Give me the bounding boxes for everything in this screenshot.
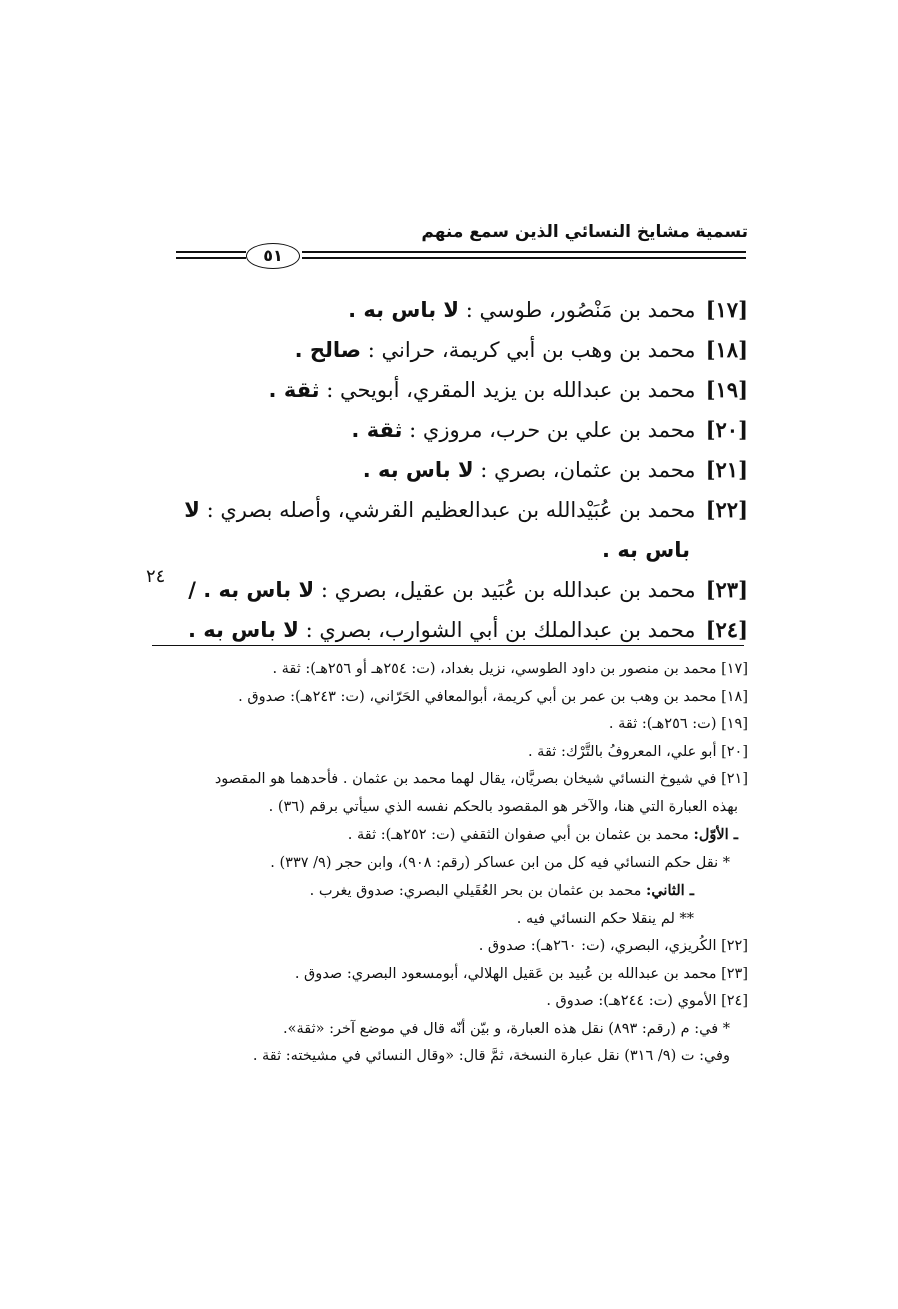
entry-23: [168, 570, 748, 610]
entry-number: [١٨]: [705, 337, 748, 362]
entry-text: محمد بن وهب بن أبي كريمة، حراني :: [367, 338, 696, 362]
footnote-text: محمد بن عثمان بن أبي صفوان الثقفي (ت: ٢٥٢هـ): ثقة .: [347, 827, 694, 843]
entry-grade: ثقة .: [268, 378, 320, 402]
entry-grade-continuation: باس به .: [602, 538, 690, 562]
footnote-line: وفي: ت (٩/ ٣١٦) نقل عبارة النسخة، ثمَّ قال: «وقال النسائي في مشيخته: ثقة .: [252, 1048, 730, 1064]
entry-text: محمد بن علي بن حرب، مروزي :: [409, 418, 696, 442]
footnote-separator: [152, 645, 744, 646]
entry-grade: لا باس به .: [362, 458, 474, 482]
header-rule-right-bottom: [302, 257, 746, 259]
entry-number: [٢١]: [705, 457, 748, 482]
entry-22-continuation: [168, 530, 748, 570]
footnote-label: ـ الأوّل:: [693, 826, 738, 843]
entry-17: [168, 290, 748, 330]
footnote-line: [٢٢] الكُريزي، البصري، (ت: ٢٦٠هـ): صدوق .: [478, 938, 748, 954]
footnote-line: [148, 821, 748, 850]
entry-grade: لا: [184, 498, 200, 522]
running-title: تسمية مشايخ النسائي الذين سمع منهم: [421, 222, 748, 242]
footnote-label: ـ الثاني:: [645, 882, 694, 899]
entry-19: [168, 370, 748, 410]
entry-grade: لا باس به . /: [188, 578, 315, 602]
header-rule-left-bottom: [176, 257, 246, 259]
entry-22: [168, 490, 748, 530]
footnote-line: [٢٣] محمد بن عبدالله بن عُبيد بن عَقيل الهلالي، أبومسعود البصري: صدوق .: [294, 965, 748, 982]
footnote-line: [٢١] في شيوخ النسائي شيخان بصريَّان، يقال لهما محمد بن عثمان . فأحدهما هو المقصود: [214, 771, 748, 787]
footnotes: [148, 656, 748, 1071]
entry-20: [168, 410, 748, 450]
entry-number: [٢٠]: [705, 417, 748, 442]
entry-grade: صالح .: [294, 338, 362, 362]
entry-text: محمد بن عثمان، بصري :: [480, 458, 696, 482]
entries-list: [168, 290, 748, 650]
entry-18: [168, 330, 748, 370]
footnote-line: ** لم ينقلا حكم النسائي فيه .: [516, 910, 694, 927]
footnote-line: [٢٤] الأموي (ت: ٢٤٤هـ): صدوق .: [546, 993, 748, 1009]
entry-text: محمد بن عبدالله بن عُبَيد بن عقيل، بصري :: [320, 578, 696, 602]
entry-21: [168, 450, 748, 490]
entry-number: [٢٤]: [705, 617, 748, 642]
footnote-line: * في: م (رقم: ٨٩٣) نقل هذه العبارة، و بيّن أنّه قال في موضع آخر: «ثقة».: [282, 1020, 730, 1037]
entry-text: محمد بن عبدالله بن يزيد المقري، أبويحي :: [326, 378, 696, 402]
footnote-line: [١٩] (ت: ٢٥٦هـ): ثقة .: [608, 716, 748, 732]
footnote-line: [148, 877, 748, 906]
entry-text: محمد بن عُبَيْدالله بن عبدالعظيم القرشي، وأصله بصري :: [206, 498, 696, 522]
margin-page-marker: ٢٤: [146, 566, 166, 587]
footnote-line: [١٧] محمد بن منصور بن داود الطوسي، نزيل بغداد، (ت: ٢٥٤هـ أو ٢٥٦هـ): ثقة .: [272, 661, 748, 677]
footnote-line: [١٨] محمد بن وهب بن عمر بن أبي كريمة، أبوالمعافي الحَرّاني، (ت: ٢٤٣هـ): صدوق .: [238, 688, 748, 705]
header-rule-right-top: [302, 251, 746, 253]
entry-number: [١٩]: [705, 377, 748, 402]
footnote-line: بهذه العبارة التي هنا، والآخر هو المقصود بالحكم نفسه الذي سيأتي برقم (٣٦) .: [268, 798, 738, 815]
page-number: ٥١: [246, 243, 300, 269]
entry-24: [168, 610, 748, 650]
entry-grade: لا باس به .: [348, 298, 460, 322]
entry-grade: لا باس به .: [188, 618, 299, 642]
entry-text: محمد بن عبدالملك بن أبي الشوارب، بصري :: [305, 618, 696, 642]
footnote-line: * نقل حكم النسائي فيه كل من ابن عساكر (رقم: ٩٠٨)، وابن حجر (٩/ ٣٣٧) .: [270, 854, 730, 871]
entry-number: [٢٢]: [705, 497, 748, 522]
footnote-line: [٢٠] أبو علي، المعروفُ بالتَّرْك: ثقة .: [527, 743, 748, 760]
entry-number: [٢٣]: [705, 577, 748, 602]
header-rule-left-top: [176, 251, 246, 253]
entry-text: محمد بن مَنْصُور، طوسي :: [465, 298, 696, 322]
footnote-text: محمد بن عثمان بن بحر العُقَيلي البصري: صدوق يغرب .: [309, 883, 646, 899]
entry-grade: ثقة .: [351, 418, 403, 442]
entry-number: [١٧]: [705, 297, 748, 322]
